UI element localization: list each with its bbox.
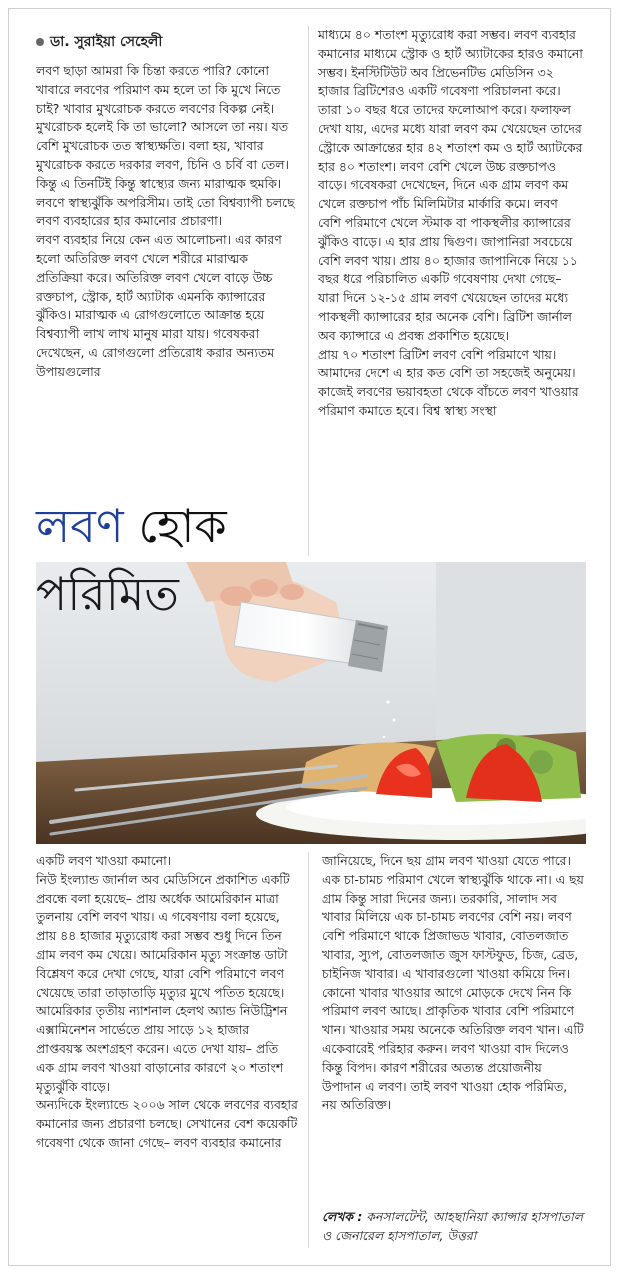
paragraph: মাধ্যমে ৪০ শতাংশ মৃত্যুরোধ করা সম্ভব। লবণ ব্যবহার কমানোর মাধ্যমে স্ট্রোক ও হার্ট অ্যাটাকের হারও কমানো সম্ভব। ইনস্টিটিউট অব প্রিভেনটিভ মেডিসিন ৩২ হাজার ব্রিটিশেরও একটি গবেষণা পরিচালনা করে। তারা ১০ বছর ধরে তাদের ফলোআপ করে। ফলাফল দেখা যায়, এদের মধ্যে যারা লবণ কম খেয়েছেন তাদের স্ট্রোকে আক্রান্তের হার ৪২ শতাংশ কম ও হার্ট অ্যাটকের হার ৪০ শতাংশ। লবণ বেশি খেলে উচ্চ রক্তচাপও বাড়ে। গবেষকরা দেখেছেন, দিনে এক গ্রাম লবণ কম খেলে রক্তচাপ পাঁচ মিলিমিটার মার্কারি কমে। লবণ বেশি পরিমাণে খেলে স্টমাক বা পাকস্থলীর ক্যান্সারের ঝুঁকিও বাড়ে। এ হার প্রায় দ্বিগুণ। জাপানিরা সবচেয়ে বেশি লবণ খায়। প্রায় ৪০ হাজার জাপানিকে নিয়ে ১১ বছর ধরে পরিচালিত একটি গবেষণায় দেখা গেছে– যারা দিনে ১২-১৫ গ্রাম লবণ খেয়েছেন তাদের মধ্যে পাকস্থলী ক্যান্সারের হার অনেক বেশি। ব্রিটিশ জার্নাল অব ক্যান্সারে এ প্রবন্ধ প্রকাশিত হয়েছে। (318, 27, 583, 343)
paragraph: অন্যদিকে ইংল্যান্ডে ২০০৬ সাল থেকে লবণের ব্যবহার কমানোর জন্য প্রচারণা চলছে। সেখানের বেশ কয়েকটি গবেষণা থেকে জানা গেছে– লবণ ব্যবহার কমানোর (36, 1097, 298, 1150)
paragraph: প্রায় ৭০ শতাংশ ব্রিটিশ লবণ বেশি পরিমাণে খায়। আমাদের দেশে এ হার কত বেশি তা সহজেই অনুমেয়। কাজেই লবণের ভয়াবহতা থেকে বাঁচতে লবণ খাওয়ার পরিমাণ কমাতে হবে। বিশ্ব স্বাস্থ্য সংস্থা (318, 346, 579, 418)
headline-word: হোক (138, 499, 227, 553)
column-divider (308, 852, 309, 1248)
paragraph: নিউ ইংল্যান্ড জার্নাল অব মেডিসিনে প্রকাশিত একটি প্রবন্ধে বলা হয়েছে– প্রায় অর্ধেক আমেরিকান মাত্রা তুলনায় বেশি লবণ খায়। এ গবেষণায় বলা হয়েছে, প্রায় ৪৪ হাজার মৃত্যুরোধ করা সম্ভব শুধু দিনে তিন গ্রাম লবণ কম খেয়ে। আমেরিকান মৃত্যু সংক্রান্ত ডাটা বিশ্লেষণ করে দেখা গেছে, যারা বেশি পরিমাণে লবণ খেয়েছে তারা তাড়াতাড়ি মৃত্যুর মুখে পতিত হয়েছে। আমেরিকার তৃতীয় ন্যাশনাল হেলথ অ্যান্ড নিউট্রিশন এক্সামিনেশন সার্ভেতে প্রায় সাড়ে ১২ হাজার প্রাপ্তবয়স্ক অংশগ্রহণ করেন। এতে দেখা যায়– প্রতি এক গ্রাম লবণ খাওয়া বাড়ানোর কারণে ২০ শতাংশ মৃত্যুঝুঁকি বাড়ে। (36, 871, 290, 1094)
headline-word-accent: লবণ (36, 499, 124, 553)
headline-line-2: পরিমিত (36, 567, 179, 621)
paragraph: একটি লবণ খাওয়া কমানো। (36, 853, 172, 868)
paragraph: লবণে স্বাস্থ্যঝুঁকি অপরিসীম। তাই তো বিশ্বব্যাপী চলছে লবণ ব্যবহারের হার কমানোর প্রচারণা। (36, 194, 295, 229)
author-affiliation: কনসালটেন্ট, আহছানিয়া ক্যান্সার হাসপাতাল ও জেনারেল হাসপাতাল, উত্তরা (322, 1209, 583, 1243)
author-label: লেখক : (322, 1209, 363, 1224)
paragraph: লবণ ছাড়া আমরা কি চিন্তা করতে পারি? কোনো খাবারে লবণের পরিমাণ কম হলে তা কি মুখে নিতে চাই? খাবার মুখরোচক করতে লবণের বিকল্প নেই। মুখরোচক হলেই কি তা ভালো? আসলে তা নয়। যত বেশি মুখরোচক তত স্বাস্থ্যক্ষতি। বলা হয়, খাবার মুখরোচক করতে দরকার লবণ, চিনি ও চর্বি বা তেল। কিন্তু এ তিনটিই কিন্তু স্বাস্থ্যের জন্য মারাত্মক হুমকি। (36, 63, 289, 191)
author-credit (322, 1208, 584, 1246)
author-name: ডা. সুরাইয়া সেহেলী (50, 34, 163, 50)
column-left-bottom (36, 852, 298, 1153)
headline-line-1 (36, 498, 227, 554)
bullet-dot-icon (36, 38, 44, 46)
column-right-bottom (322, 852, 584, 1115)
paragraph: জানিয়েছে, দিনে ছয় গ্রাম লবণ খাওয়া যেতে পারে। এক চা-চামচ পরিমাণ খেলে স্বাস্থ্যঝুঁকি থাকে না। এ ছয় গ্রাম কিন্তু সারা দিনের জন্য। তরকারি, সালাদ সব খাবার মিলিয়ে এক চা-চামচ লবণের বেশি নয়। লবণ বেশি পরিমাণে থাকে প্রিজাভড খাবার, বোতলজাত খাবার, স্যুপ, বোতলজাত জুস ফাস্টফুড, চিজ, ব্রেড, চাইনিজ খাবার। এ খাবারগুলো খাওয়া কমিয়ে দিন। কোনো খাবার খাওয়ার আগে মোড়কে দেখে নিন কি পরিমাণ লবণ আছে। প্রাকৃতিক খাবার বেশি পরিমাণে খান। খাওয়ার সময় অনেকে অতিরিক্ত লবণ খান। এটি একেবারেই পরিহার করুন। লবণ খাওয়া বাদ দিলেও কিন্তু বিপদ। কারণ শরীরের অত্যন্ত প্রয়োজনীয় উপাদান এ লবণ। তাই লবণ খাওয়া হোক পরিমিত, নয় অতিরিক্ত। (322, 853, 584, 1113)
paragraph: লবণ ব্যবহার নিয়ে কেন এত আলোচনা। এর কারণ হলো অতিরিক্ত লবণ খেলে শরীরে মারাত্মক প্রতিক্রিয়া করে। অতিরিক্ত লবণ খেলে বাড়ে উচ্চ রক্তচাপ, স্ট্রোক, হার্ট অ্যাটাক এমনকি ক্যান্সারের ঝুঁকিও। মারাত্মক এ রোগগুলোতে আক্রান্ত হয়ে বিশ্বব্যাপী লাখ লাখ মানুষ মারা যায়। গবেষকরা দেখেছেন, এ রোগগুলো প্রতিরোধ করার অন্যতম উপায়গুলোর (36, 232, 282, 379)
column-left-top (36, 62, 298, 382)
byline (36, 30, 162, 54)
column-right-top (318, 26, 584, 421)
column-divider (308, 26, 309, 556)
